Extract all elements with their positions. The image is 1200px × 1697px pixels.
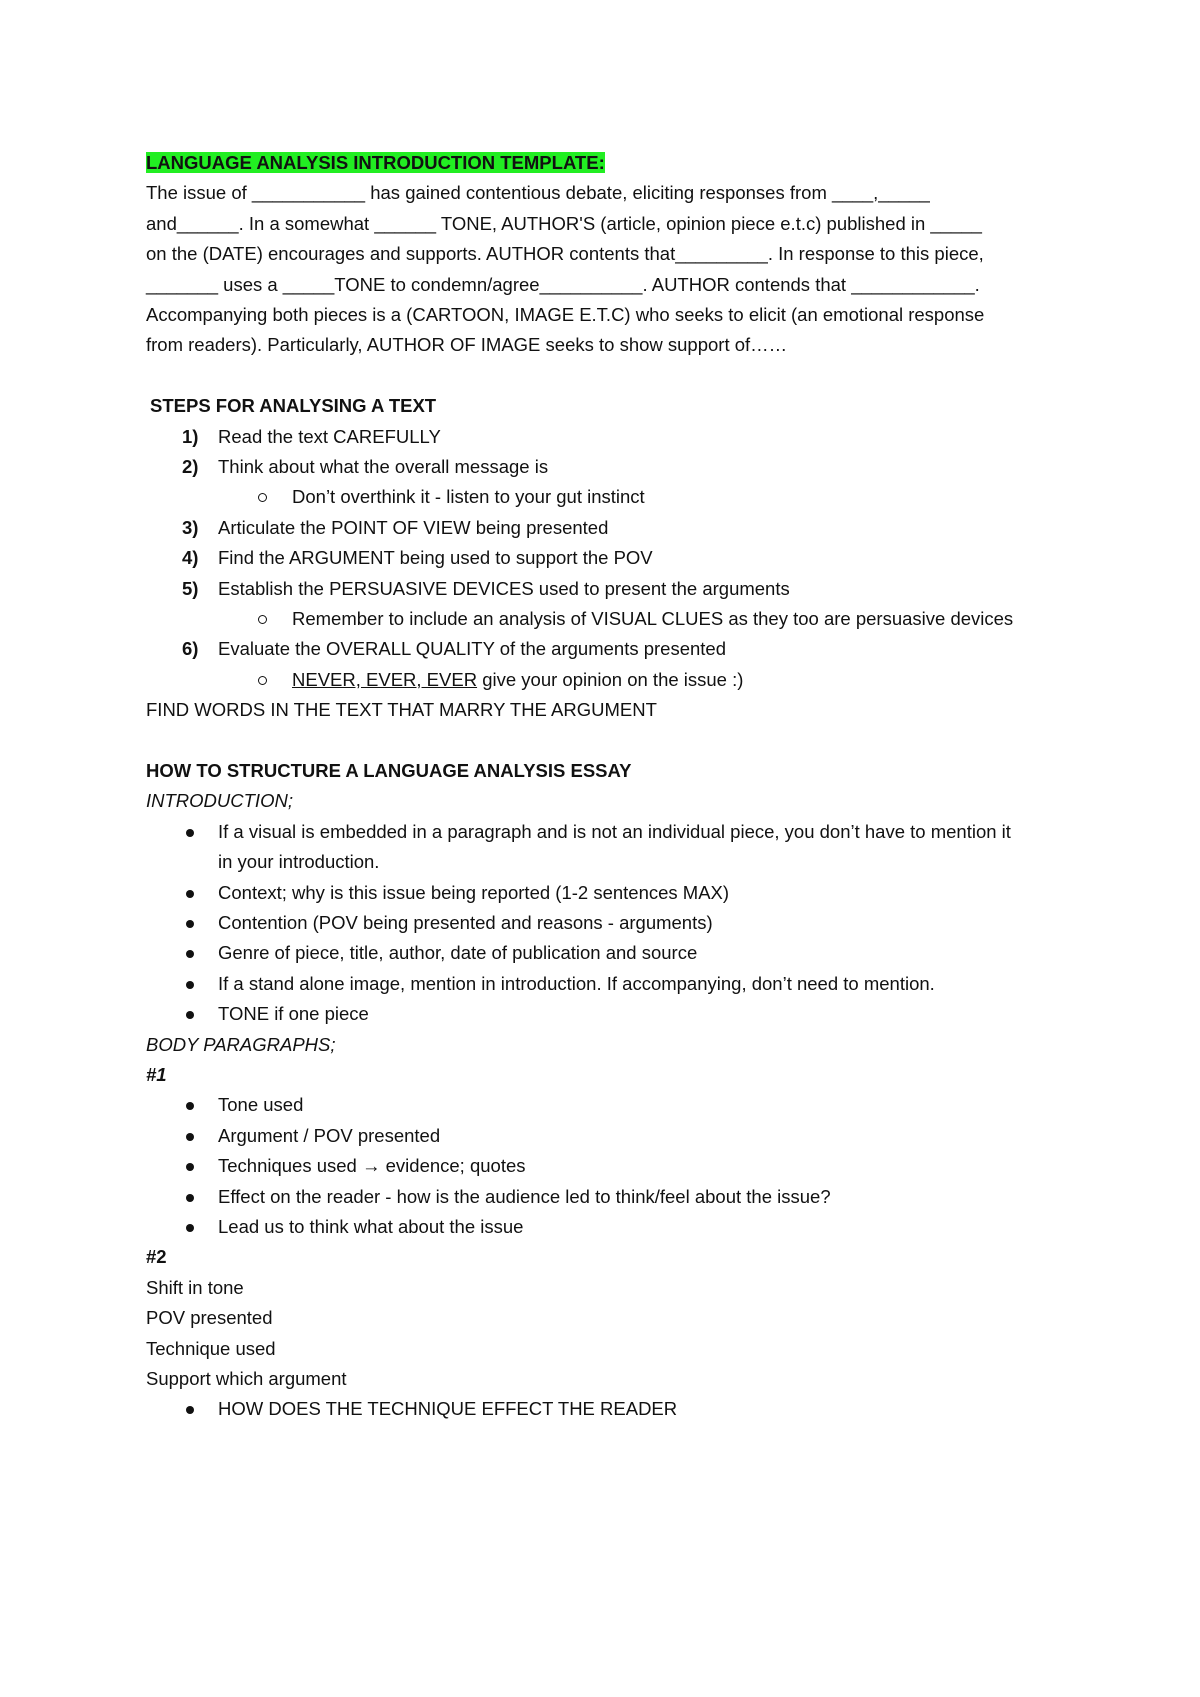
list-item [146,513,1086,543]
paragraph-2-line: POV presented [146,1307,273,1329]
body-label: BODY PARAGRAPHS; [146,1033,336,1055]
sub-list-item [146,665,1086,695]
hollow-bullet-icon [146,604,292,634]
bullet-item [146,908,1086,938]
bullet-item [146,1151,1086,1181]
bullet-item-text: Effect on the reader - how is the audience led to think/feel about the issue? [218,1185,831,1207]
sub-list-item [146,604,1086,634]
list-item-text: Find the ARGUMENT being used to support the POV [218,547,653,569]
sub-list-item-text [292,665,1086,695]
bullet-item [146,1394,1086,1424]
list-number: 6) [182,638,199,660]
bullet-item [146,969,1086,999]
sub-list-item-text: Remember to include an analysis of VISUAL CLUES as they too are persuasive devices [292,607,1014,629]
bullet-item-text: Techniques used → evidence; quotes [218,1155,526,1177]
list-number: 3) [182,516,199,538]
bullet-icon [146,1182,218,1212]
bullet-item-text: Context; why is this issue being reported (1-2 sentences MAX) [218,881,730,903]
bullet-icon [146,1151,218,1181]
bullet-icon [146,938,218,968]
bullet-item [146,817,1086,878]
template-heading-line [146,148,1086,178]
paragraph-1-label: #1 [146,1063,167,1085]
list-number: 1) [182,425,199,447]
sub-list-item-rest: give your opinion on the issue :) [477,668,744,690]
list-item [146,634,1086,664]
bullet-item-text: Genre of piece, title, author, date of publication and source [218,942,698,964]
paragraph-2-line: Support which argument [146,1367,347,1389]
template-line: and______. In a somewhat ______ TONE, AUTHOR'S (article, opinion piece e.t.c) published in _____ [146,212,982,234]
template-line: Accompanying both pieces is a (CARTOON, IMAGE E.T.C) who seeks to elicit (an emotional response [146,303,985,325]
bullet-item [146,878,1086,908]
bullet-item [146,1121,1086,1151]
bullet-icon [146,1212,218,1242]
bullet-icon [146,1394,218,1424]
list-item-text: Articulate the POINT OF VIEW being presented [218,516,609,538]
bullet-item [146,1182,1086,1212]
bullet-item-text: HOW DOES THE TECHNIQUE EFFECT THE READER [218,1398,678,1420]
intro-label: INTRODUCTION; [146,790,293,812]
paragraph-2-line: Technique used [146,1337,276,1359]
list-number: 4) [182,547,199,569]
bullet-icon [146,817,218,878]
bullet-icon [146,1090,218,1120]
bullet-item [146,1090,1086,1120]
bullet-item-text: Tone used [218,1094,304,1116]
template-line: The issue of ___________ has gained contentious debate, eliciting responses from ____,_____ [146,182,930,204]
steps-footer: FIND WORDS IN THE TEXT THAT MARRY THE ARGUMENT [146,699,657,721]
emphasis-underlined: NEVER, EVER, EVER [292,668,478,690]
bullet-icon [146,908,218,938]
template-heading: LANGUAGE ANALYSIS INTRODUCTION TEMPLATE: [146,152,605,173]
steps-heading: STEPS FOR ANALYSING A TEXT [150,395,437,417]
structure-heading: HOW TO STRUCTURE A LANGUAGE ANALYSIS ESSAY [146,759,632,781]
list-item-text: Evaluate the OVERALL QUALITY of the arguments presented [218,638,727,660]
bullet-item [146,999,1086,1029]
list-item [146,422,1086,452]
bullet-icon [146,969,218,999]
bullet-icon [146,878,218,908]
list-item-text: Think about what the overall message is [218,455,549,477]
bullet-item-text: If a visual is embedded in a paragraph and is not an individual piece, you don’t have to mention it in your introduction. [218,820,1011,873]
sub-list-item [146,482,1086,512]
template-line: on the (DATE) encourages and supports. AUTHOR contents that_________. In response to this piece, [146,243,984,265]
bullet-item [146,1212,1086,1242]
template-line: _______ uses a _____TONE to condemn/agree__________. AUTHOR contends that ____________. [146,273,980,295]
list-number: 2) [182,455,199,477]
spacer [146,361,1086,391]
bullet-item [146,938,1086,968]
list-item [146,574,1086,604]
list-item-text: Establish the PERSUASIVE DEVICES used to present the arguments [218,577,790,599]
paragraph-2-label: #2 [146,1246,167,1268]
bullet-item-text: Lead us to think what about the issue [218,1215,524,1237]
list-item [146,452,1086,482]
spacer [146,726,1086,756]
bullet-item-text: Argument / POV presented [218,1124,441,1146]
bullet-item-text: Contention (POV being presented and reasons - arguments) [218,911,713,933]
bullet-item-text: TONE if one piece [218,1003,369,1025]
document-body [146,148,1086,1425]
sub-list-item-text: Don’t overthink it - listen to your gut instinct [292,486,645,508]
paragraph-2-line: Shift in tone [146,1276,244,1298]
bullet-item-text: If a stand alone image, mention in introduction. If accompanying, don’t need to mention. [218,972,935,994]
bullet-icon [146,999,218,1029]
list-item [146,543,1086,573]
list-item-text: Read the text CAREFULLY [218,425,441,447]
template-line: from readers). Particularly, AUTHOR OF IMAGE seeks to show support of…… [146,334,788,356]
hollow-bullet-icon [146,665,292,695]
bullet-icon [146,1121,218,1151]
hollow-bullet-icon [146,482,292,512]
list-number: 5) [182,577,199,599]
